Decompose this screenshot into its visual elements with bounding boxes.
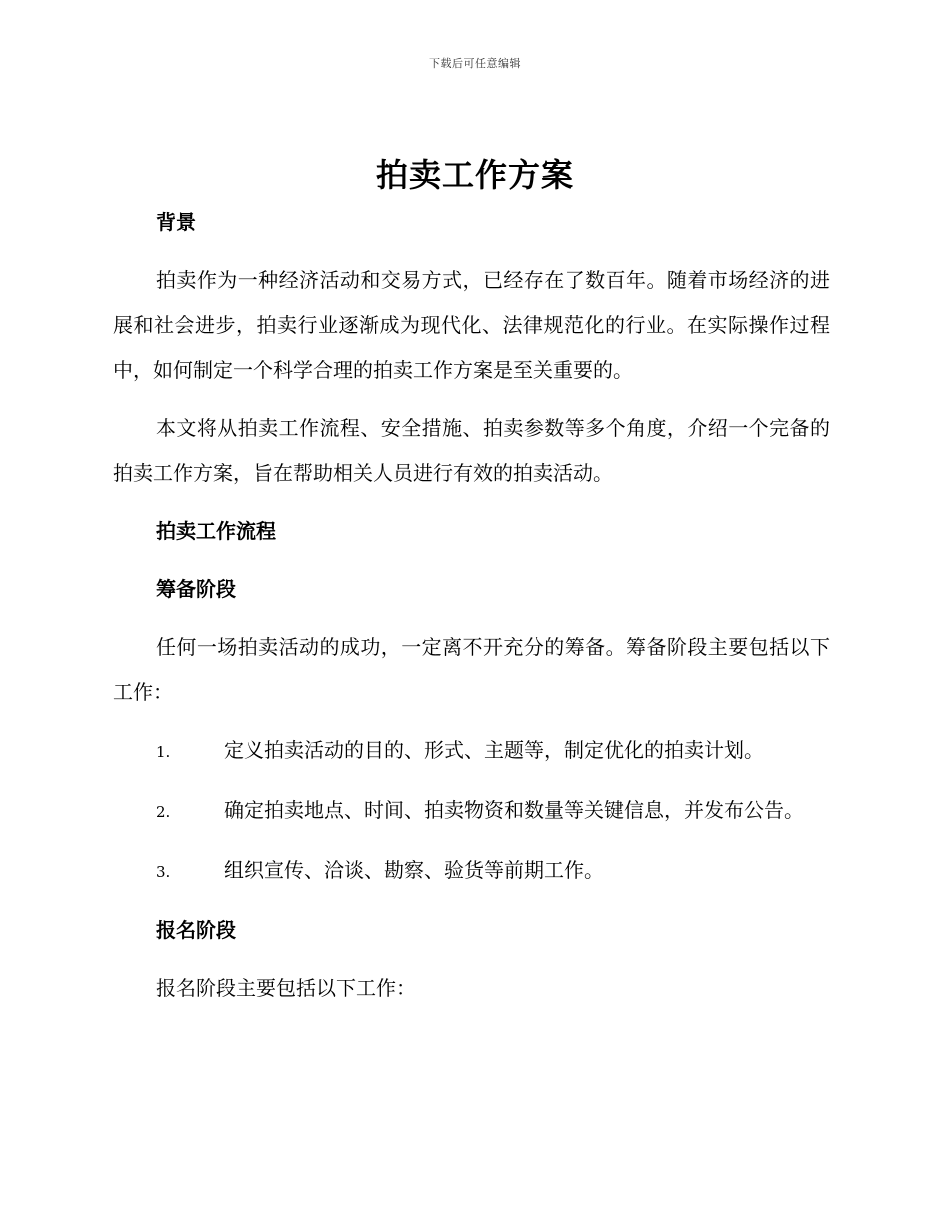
background-paragraph-2: 本文将从拍卖工作流程、安全措施、拍卖参数等多个角度，介绍一个完备的拍卖工作方案，旨在帮助相关人员进行有效的拍卖活动。 <box>113 416 830 485</box>
list-item-number: 1. <box>156 743 171 761</box>
section-heading-background: 背景 <box>156 210 196 234</box>
header-note: 下载后可任意编辑 <box>429 57 521 70</box>
section-heading-process: 拍卖工作流程 <box>156 519 276 543</box>
subsection-heading-preparation: 筹备阶段 <box>156 577 236 601</box>
list-item-text: 组织宣传、洽谈、勘察、验货等前期工作。 <box>224 858 604 882</box>
list-item-text: 确定拍卖地点、时间、拍卖物资和数量等关键信息，并发布公告。 <box>224 798 804 822</box>
list-item <box>113 728 830 775</box>
list-item-text: 定义拍卖活动的目的、形式、主题等，制定优化的拍卖计划。 <box>224 738 764 762</box>
signup-intro: 报名阶段主要包括以下工作： <box>156 976 416 1000</box>
preparation-intro: 任何一场拍卖活动的成功，一定离不开充分的筹备。筹备阶段主要包括以下工作： <box>113 635 830 704</box>
subsection-heading-signup: 报名阶段 <box>156 918 236 942</box>
document-body <box>113 200 830 1024</box>
list-item <box>113 788 830 835</box>
list-item-number: 3. <box>156 863 171 881</box>
list-item <box>113 848 830 895</box>
list-item-number: 2. <box>156 803 171 821</box>
document-title: 拍卖工作方案 <box>375 156 574 194</box>
background-paragraph-1: 拍卖作为一种经济活动和交易方式，已经存在了数百年。随着市场经济的进展和社会进步，拍卖行业逐渐成为现代化、法律规范化的行业。在实际操作过程中，如何制定一个科学合理的拍卖工作方案是至关重要的。 <box>113 268 830 382</box>
